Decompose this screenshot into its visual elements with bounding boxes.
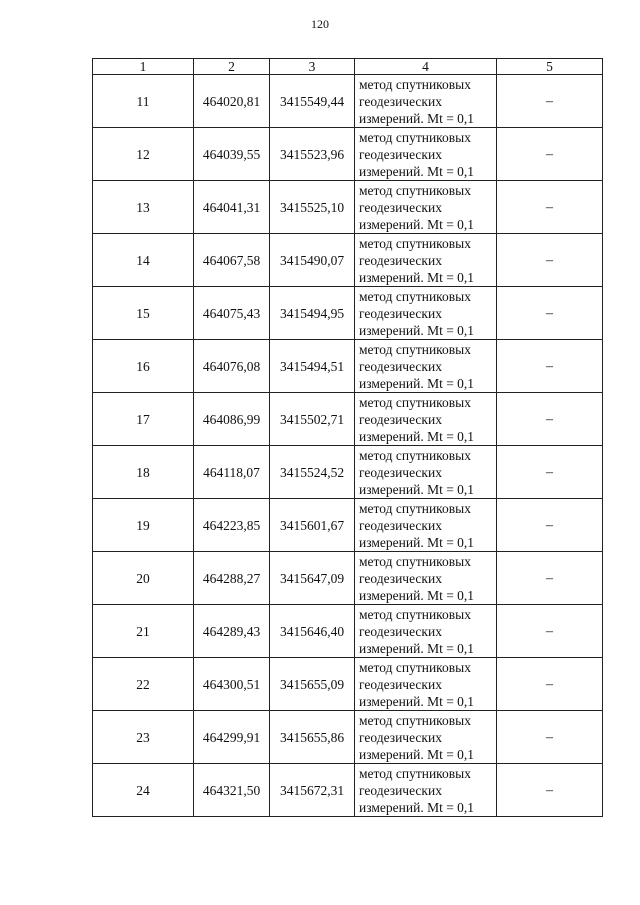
y-coordinate-cell: 3415502,71 [270, 393, 355, 446]
table-row [93, 75, 603, 128]
note-cell: – [497, 340, 603, 393]
point-number-cell: 22 [93, 658, 194, 711]
y-coordinate-cell: 3415494,51 [270, 340, 355, 393]
method-cell: метод спутниковых геодезических измерений. Mt = 0,1 [355, 605, 497, 658]
point-number-cell: 12 [93, 128, 194, 181]
y-coordinate-cell: 3415524,52 [270, 446, 355, 499]
table-row [93, 181, 603, 234]
table-row [93, 711, 603, 764]
point-number-cell: 21 [93, 605, 194, 658]
method-cell: метод спутниковых геодезических измерений. Mt = 0,1 [355, 181, 497, 234]
point-number-cell: 23 [93, 711, 194, 764]
header-row [93, 59, 603, 75]
page-number: 120 [311, 17, 329, 31]
y-coordinate-cell: 3415523,96 [270, 128, 355, 181]
table-row [93, 658, 603, 711]
point-number-cell: 18 [93, 446, 194, 499]
note-cell: – [497, 552, 603, 605]
point-number-cell: 16 [93, 340, 194, 393]
method-cell: метод спутниковых геодезических измерений. Mt = 0,1 [355, 711, 497, 764]
note-cell: – [497, 393, 603, 446]
y-coordinate-cell: 3415490,07 [270, 234, 355, 287]
x-coordinate-cell: 464039,55 [194, 128, 270, 181]
column-header-1: 1 [93, 59, 194, 75]
point-number-cell: 24 [93, 764, 194, 817]
y-coordinate-cell: 3415601,67 [270, 499, 355, 552]
point-number-cell: 14 [93, 234, 194, 287]
y-coordinate-cell: 3415549,44 [270, 75, 355, 128]
method-cell: метод спутниковых геодезических измерений. Mt = 0,1 [355, 75, 497, 128]
note-cell: – [497, 711, 603, 764]
table-row [93, 605, 603, 658]
y-coordinate-cell: 3415494,95 [270, 287, 355, 340]
column-header-3: 3 [270, 59, 355, 75]
table-row [93, 764, 603, 817]
method-cell: метод спутниковых геодезических измерений. Mt = 0,1 [355, 234, 497, 287]
note-cell: – [497, 446, 603, 499]
table-row [93, 340, 603, 393]
table-row [93, 287, 603, 340]
point-number-cell: 19 [93, 499, 194, 552]
x-coordinate-cell: 464067,58 [194, 234, 270, 287]
table-row [93, 128, 603, 181]
point-number-cell: 11 [93, 75, 194, 128]
method-cell: метод спутниковых геодезических измерений. Mt = 0,1 [355, 764, 497, 817]
method-cell: метод спутниковых геодезических измерений. Mt = 0,1 [355, 446, 497, 499]
method-cell: метод спутниковых геодезических измерений. Mt = 0,1 [355, 552, 497, 605]
y-coordinate-cell: 3415655,09 [270, 658, 355, 711]
x-coordinate-cell: 464086,99 [194, 393, 270, 446]
method-cell: метод спутниковых геодезических измерений. Mt = 0,1 [355, 658, 497, 711]
note-cell: – [497, 605, 603, 658]
y-coordinate-cell: 3415525,10 [270, 181, 355, 234]
method-cell: метод спутниковых геодезических измерений. Mt = 0,1 [355, 499, 497, 552]
table-header [93, 59, 603, 75]
x-coordinate-cell: 464075,43 [194, 287, 270, 340]
point-number-cell: 13 [93, 181, 194, 234]
x-coordinate-cell: 464299,91 [194, 711, 270, 764]
x-coordinate-cell: 464041,31 [194, 181, 270, 234]
table-body [93, 75, 603, 817]
table-row [93, 446, 603, 499]
column-header-5: 5 [497, 59, 603, 75]
x-coordinate-cell: 464020,81 [194, 75, 270, 128]
y-coordinate-cell: 3415646,40 [270, 605, 355, 658]
method-cell: метод спутниковых геодезических измерений. Mt = 0,1 [355, 128, 497, 181]
table-row [93, 552, 603, 605]
coordinates-table [92, 58, 603, 817]
table-row [93, 499, 603, 552]
x-coordinate-cell: 464289,43 [194, 605, 270, 658]
note-cell: – [497, 128, 603, 181]
method-cell: метод спутниковых геодезических измерений. Mt = 0,1 [355, 287, 497, 340]
point-number-cell: 17 [93, 393, 194, 446]
point-number-cell: 20 [93, 552, 194, 605]
method-cell: метод спутниковых геодезических измерений. Mt = 0,1 [355, 340, 497, 393]
table-row [93, 234, 603, 287]
note-cell: – [497, 658, 603, 711]
x-coordinate-cell: 464300,51 [194, 658, 270, 711]
note-cell: – [497, 764, 603, 817]
note-cell: – [497, 75, 603, 128]
x-coordinate-cell: 464288,27 [194, 552, 270, 605]
y-coordinate-cell: 3415655,86 [270, 711, 355, 764]
x-coordinate-cell: 464321,50 [194, 764, 270, 817]
column-header-2: 2 [194, 59, 270, 75]
method-cell: метод спутниковых геодезических измерений. Mt = 0,1 [355, 393, 497, 446]
column-header-4: 4 [355, 59, 497, 75]
note-cell: – [497, 287, 603, 340]
point-number-cell: 15 [93, 287, 194, 340]
table-row [93, 393, 603, 446]
note-cell: – [497, 181, 603, 234]
x-coordinate-cell: 464076,08 [194, 340, 270, 393]
x-coordinate-cell: 464223,85 [194, 499, 270, 552]
y-coordinate-cell: 3415672,31 [270, 764, 355, 817]
note-cell: – [497, 234, 603, 287]
note-cell: – [497, 499, 603, 552]
x-coordinate-cell: 464118,07 [194, 446, 270, 499]
y-coordinate-cell: 3415647,09 [270, 552, 355, 605]
